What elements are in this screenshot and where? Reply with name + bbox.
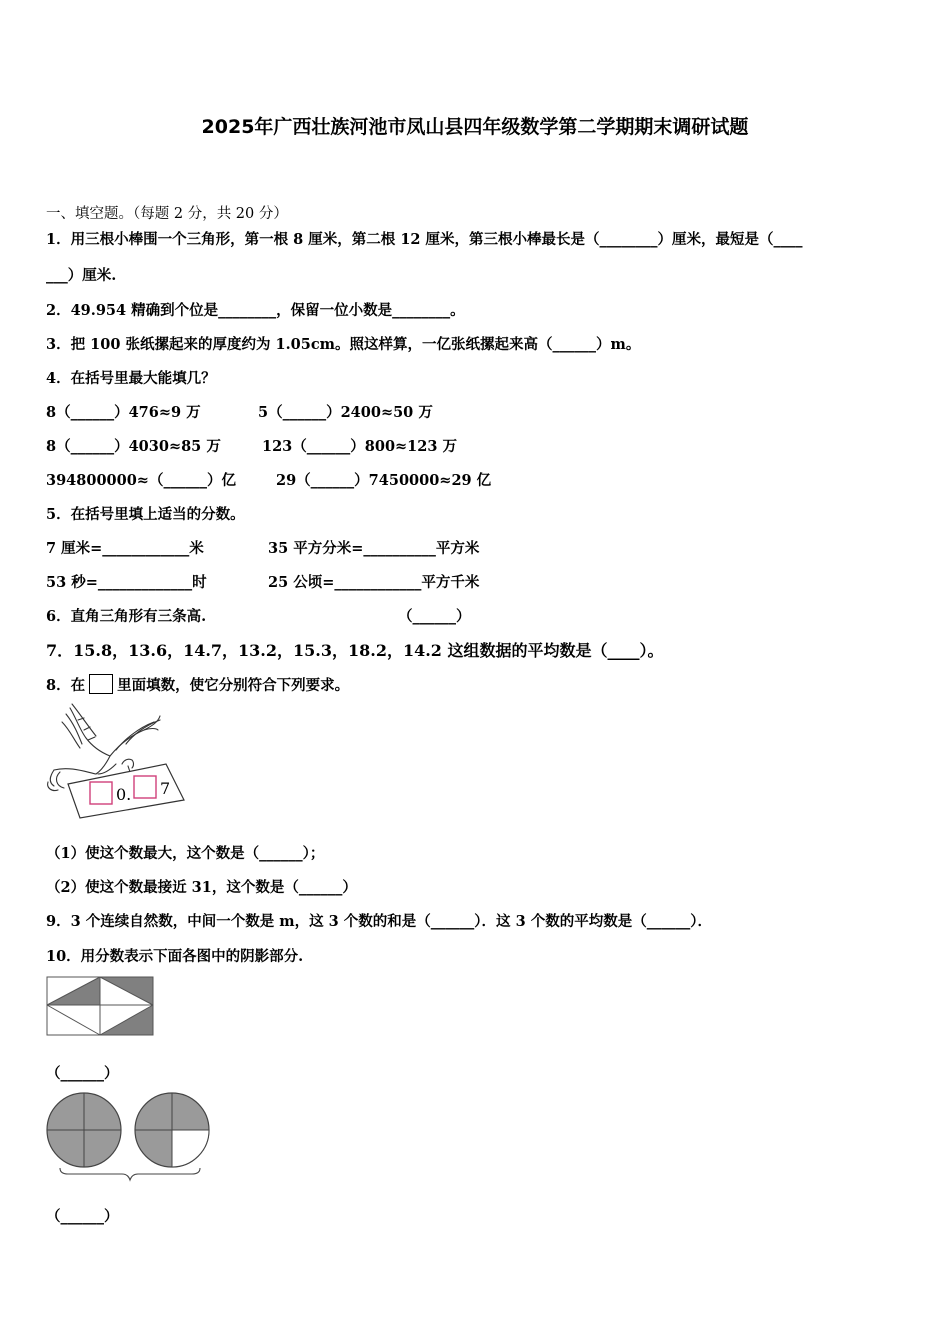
rectangle-fraction-figure bbox=[46, 976, 154, 1036]
question-5-row-1-item-b: 35 平方分米=__________平方米 bbox=[268, 540, 480, 557]
question-10-blank-1: （______） bbox=[46, 1065, 119, 1082]
question-2: 2．49.954 精确到个位是________，保留一位小数是________。 bbox=[46, 302, 465, 319]
question-4-row-1-item-a: 8（______）476≈9 万 bbox=[46, 404, 201, 421]
circles-fraction-figure bbox=[44, 1092, 214, 1182]
question-7: 7．15.8，13.6，14.7，13.2，15.3，18.2，14.2 这组数据的平均数是（____）。 bbox=[46, 641, 664, 660]
question-5-row-2-item-b: 25 公顷=____________平方千米 bbox=[268, 574, 480, 591]
question-5-row-2-item-a: 53 秒=_____________时 bbox=[46, 574, 207, 591]
question-6-blank: （______） bbox=[398, 608, 471, 625]
number-sign bbox=[68, 764, 184, 818]
question-4-row-2-item-a: 8（______）4030≈85 万 bbox=[46, 438, 221, 455]
question-10: 10．用分数表示下面各图中的阴影部分. bbox=[46, 948, 304, 965]
question-8-prefix: 8．在 bbox=[46, 677, 86, 694]
bird-sign-illustration bbox=[40, 700, 200, 822]
question-3: 3．把 100 张纸摞起来的厚度约为 1.05cm。照这样算，一亿张纸摞起来高（______）m。 bbox=[46, 336, 641, 353]
question-6-text: 6．直角三角形有三条高. bbox=[46, 608, 207, 625]
sign-text-decimal: 0. bbox=[116, 785, 132, 804]
three-quarter-circle bbox=[135, 1093, 209, 1167]
question-9: 9．3 个连续自然数，中间一个数是 m，这 3 个数的和是（______）．这 3 个数的平均数是（______）． bbox=[46, 913, 712, 930]
question-8 bbox=[46, 674, 349, 695]
question-4-row-3-item-a: 394800000≈（______）亿 bbox=[46, 472, 236, 489]
sign-text-digit: 7 bbox=[160, 779, 171, 798]
brace-icon bbox=[60, 1168, 200, 1180]
question-8-part-1: （1）使这个数最大，这个数是（______）； bbox=[46, 845, 325, 862]
question-4-row-3-item-b: 29（______）7450000≈29 亿 bbox=[276, 472, 492, 489]
full-circle bbox=[47, 1093, 121, 1167]
question-4-row-2-item-b: 123（______）800≈123 万 bbox=[262, 438, 457, 455]
question-4-row-1-item-b: 5（______）2400≈50 万 bbox=[258, 404, 433, 421]
question-5: 5．在括号里填上适当的分数。 bbox=[46, 506, 245, 523]
question-5-row-1-item-a: 7 厘米=____________米 bbox=[46, 540, 204, 557]
page-title: 2025年广西壮族河池市凤山县四年级数学第二学期期末调研试题 bbox=[201, 116, 749, 138]
question-1-line-1: 1．用三根小棒围一个三角形，第一根 8 厘米，第二根 12 厘米，第三根小棒最长是（________）厘米，最短是（____ bbox=[46, 231, 803, 248]
question-10-blank-2: （______） bbox=[46, 1208, 119, 1225]
question-1-line-2: ___）厘米. bbox=[46, 267, 117, 284]
question-8-part-2: （2）使这个数最接近 31，这个数是（______） bbox=[46, 879, 357, 896]
section-heading: 一、填空题。（每题 2 分，共 20 分） bbox=[46, 206, 288, 222]
question-8-suffix: 里面填数，使它分别符合下列要求。 bbox=[117, 677, 350, 694]
answer-box-icon bbox=[89, 674, 113, 694]
question-4: 4．在括号里最大能填几？ bbox=[46, 370, 216, 387]
